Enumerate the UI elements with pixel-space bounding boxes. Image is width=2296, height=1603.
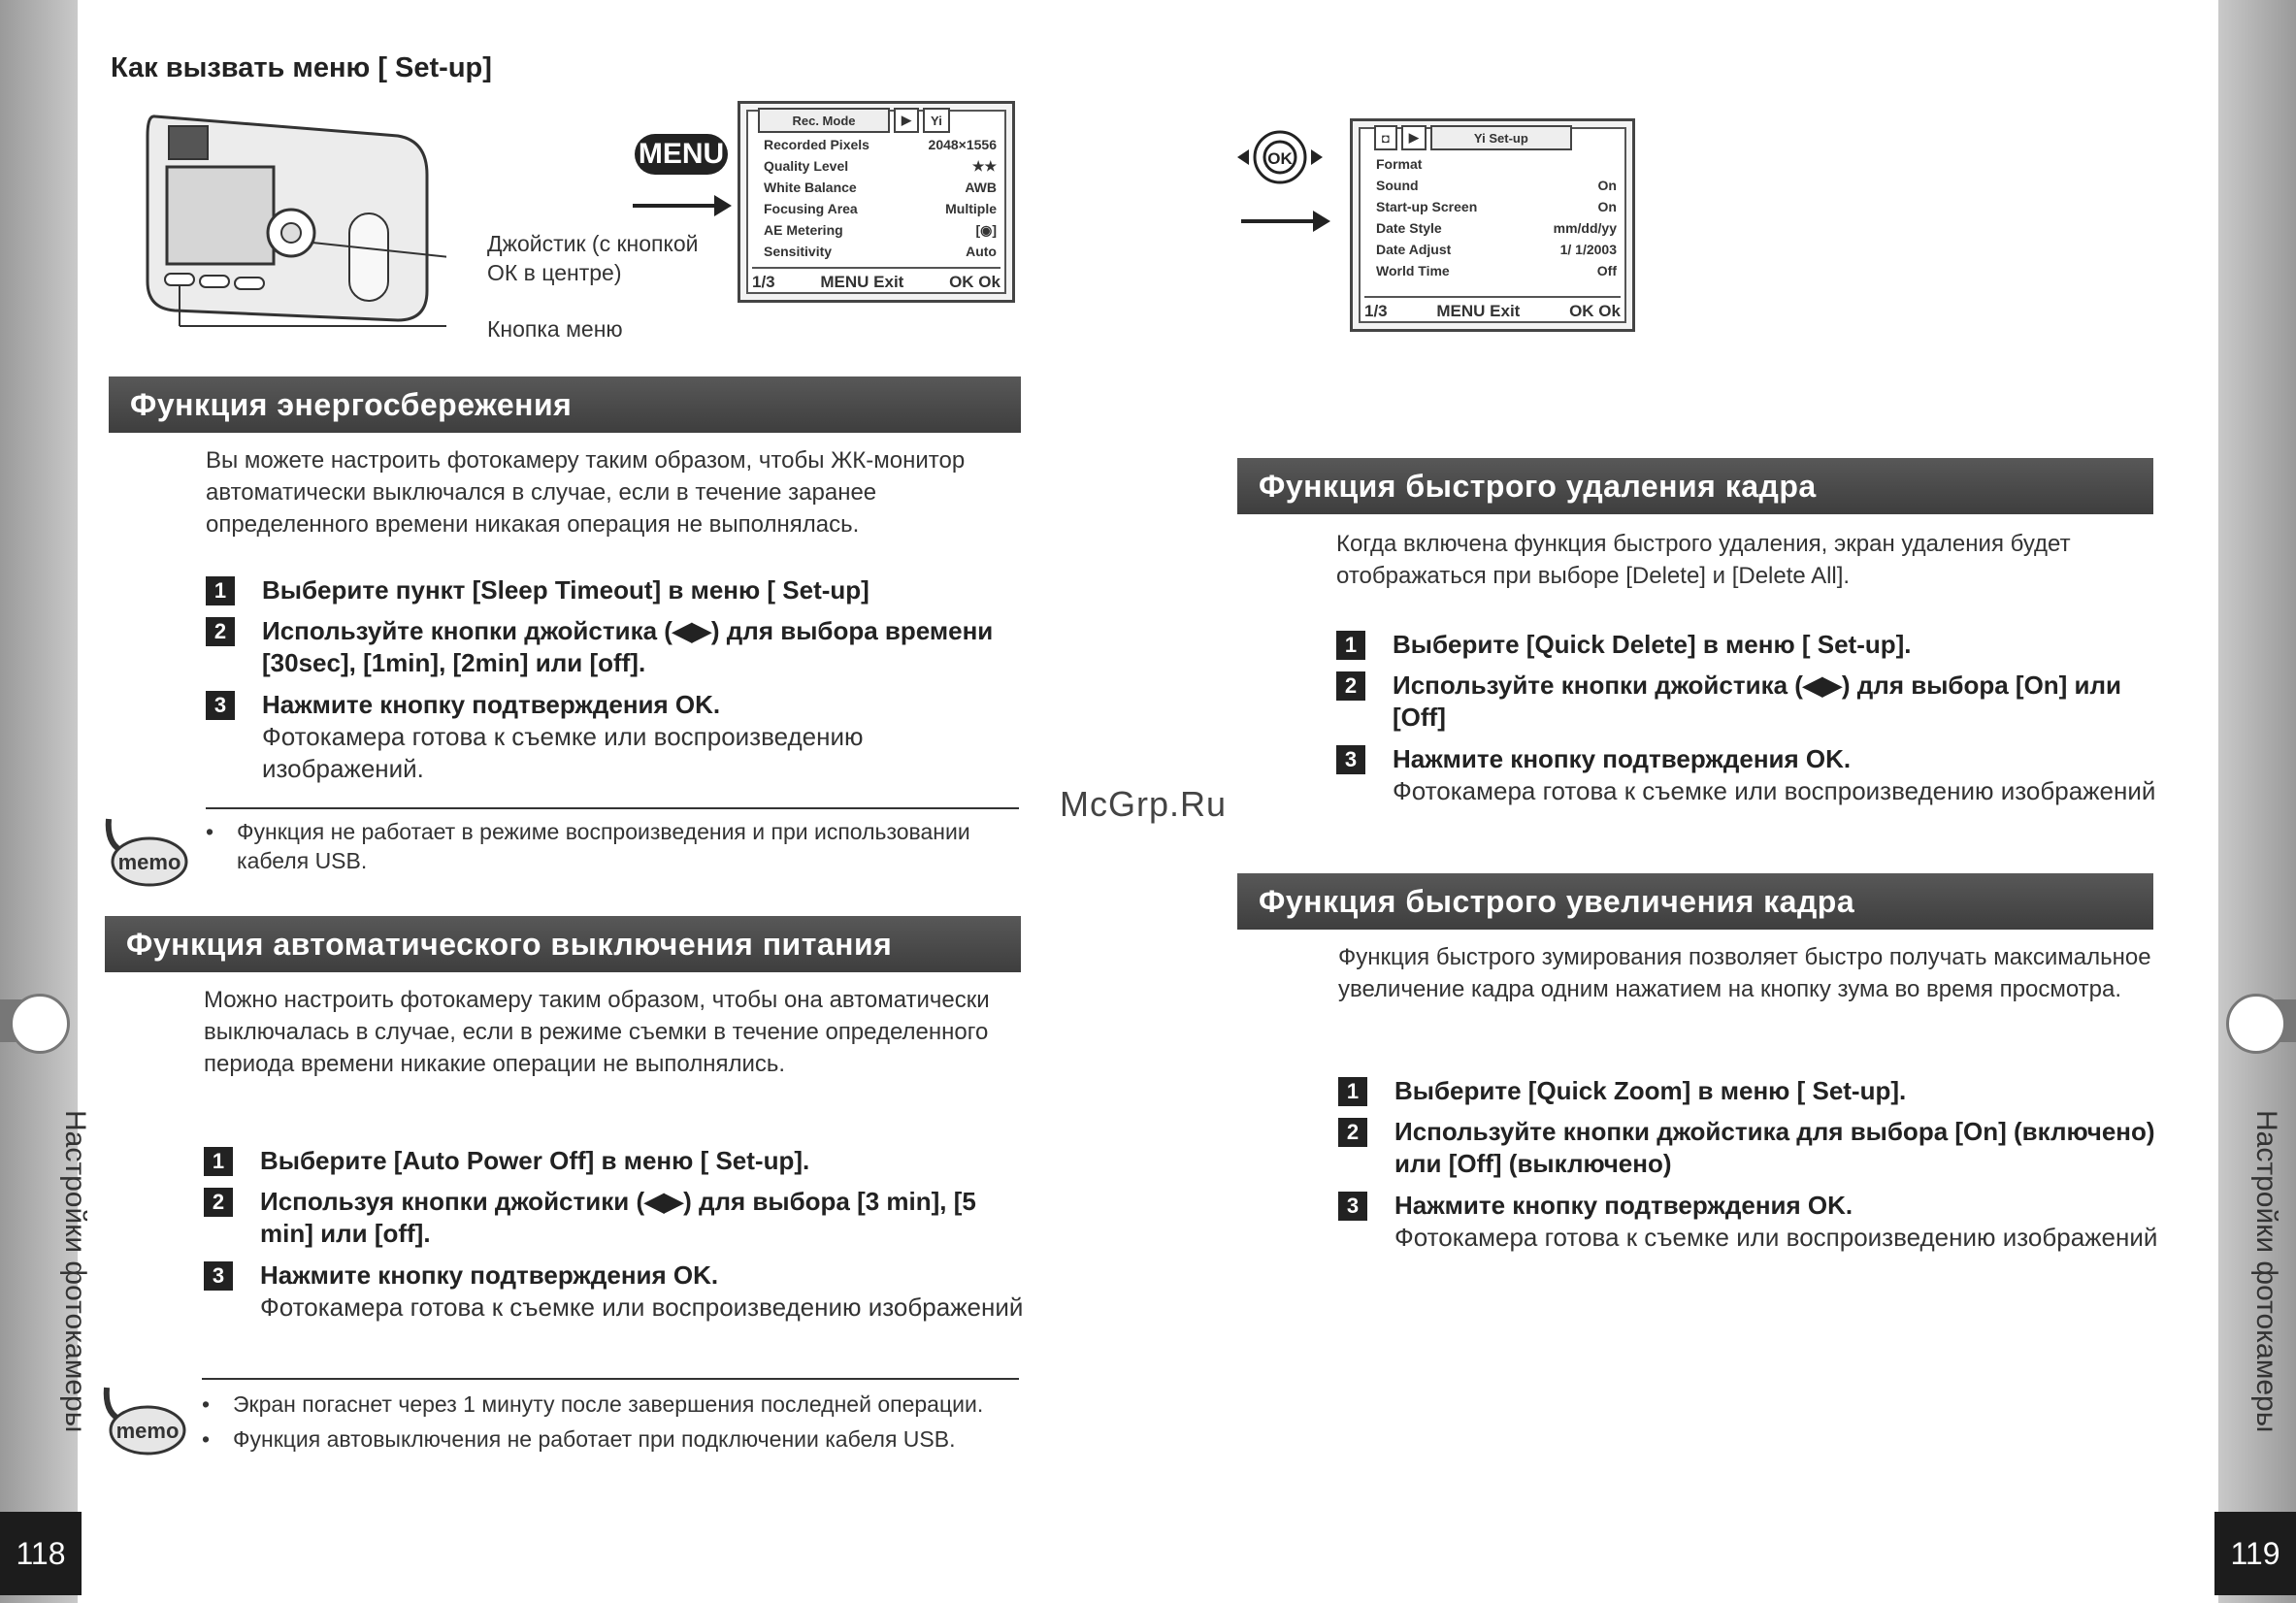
memo-list bbox=[206, 817, 1021, 881]
ok-joystick-icon bbox=[1233, 128, 1327, 186]
lcd-row-value: AWB bbox=[965, 180, 997, 195]
menu-button-icon: MENU bbox=[635, 134, 728, 175]
lcd-tab-setup: Yi Set-up bbox=[1430, 125, 1572, 150]
step-text: Используйте кнопки джойстика для выбора [On] (включено) или [Off] (выключено) bbox=[1394, 1117, 2155, 1178]
step-number: 3 bbox=[206, 691, 235, 720]
section-intro: Вы можете настроить фотокамеру таким образом, чтобы ЖК-монитор автоматически выключался в случае, если в течение заранее определенного времени никакая операция не выполнялась. bbox=[206, 447, 966, 538]
step-subtext: Фотокамера готова к съемке или воспроизведению изображений bbox=[260, 1292, 1024, 1322]
step-number: 1 bbox=[204, 1147, 233, 1176]
memo-divider bbox=[206, 807, 1019, 809]
step-number: 1 bbox=[206, 576, 235, 605]
step-text: Выберите [Quick Delete] в меню [ Set-up]. bbox=[1393, 630, 1912, 659]
step-item bbox=[206, 615, 1031, 679]
lcd-exit: MENU Exit bbox=[820, 273, 904, 291]
step-item bbox=[204, 1186, 1029, 1250]
right-side-tab bbox=[2218, 0, 2296, 1603]
step-item bbox=[204, 1145, 1029, 1177]
step-item bbox=[1338, 1190, 2163, 1254]
lcd-row-label: Quality Level bbox=[764, 158, 849, 174]
step-number: 1 bbox=[1336, 631, 1365, 660]
lcd-row-label: Sound bbox=[1376, 178, 1419, 193]
lcd-row bbox=[1376, 220, 1617, 236]
step-number: 2 bbox=[1338, 1118, 1367, 1147]
lcd-row-value: Multiple bbox=[945, 201, 997, 216]
lcd-tab-setup: Yi bbox=[923, 108, 950, 133]
page-number: 118 bbox=[0, 1512, 82, 1595]
step-text: Нажмите кнопку подтверждения OK. bbox=[1394, 1191, 1853, 1220]
lcd-row-label: Recorded Pixels bbox=[764, 137, 869, 152]
lcd-row bbox=[764, 158, 997, 175]
lcd-row-value: [◉] bbox=[975, 222, 997, 238]
left-side-tab bbox=[0, 0, 91, 1603]
lcd-row-label: Start-up Screen bbox=[1376, 199, 1478, 214]
step-subtext: Фотокамера готова к съемке или воспроизведению изображений bbox=[1393, 776, 2156, 805]
step-subtext: Фотокамера готова к съемке или воспроизведению изображений bbox=[1394, 1223, 2158, 1252]
step-number: 3 bbox=[204, 1261, 233, 1291]
memo-item: • Функция не работает в режиме воспроизведения и при использовании кабеля USB. bbox=[206, 817, 1021, 875]
step-text: Используйте кнопки джойстика (◀▶) для выбора времени [30sec], [1min], [2min] или [off]. bbox=[262, 616, 994, 677]
step-text: Выберите [Auto Power Off] в меню [ Set-up]. bbox=[260, 1146, 810, 1175]
lcd-row bbox=[764, 137, 997, 152]
lcd-row bbox=[1376, 178, 1617, 193]
step-text: Используйте кнопки джойстика (◀▶) для выбора [On] или [Off] bbox=[1393, 671, 2122, 732]
step-number: 1 bbox=[1338, 1077, 1367, 1106]
lcd-tab-camera: ◘ bbox=[1374, 125, 1397, 150]
lcd-tabs bbox=[1374, 125, 1619, 150]
right-page bbox=[1148, 0, 2296, 1603]
memo-icon bbox=[99, 1382, 186, 1459]
lcd-row-label: Sensitivity bbox=[764, 244, 833, 259]
lcd-row-value: On bbox=[1597, 199, 1617, 214]
lcd-row-label: Date Style bbox=[1376, 220, 1442, 236]
lcd-row-label: White Balance bbox=[764, 180, 857, 195]
step-text: Используя кнопки джойстики (◀▶) для выбора [3 min], [5 min] или [off]. bbox=[260, 1187, 976, 1248]
tab-circle bbox=[2226, 994, 2286, 1054]
lcd-row bbox=[1376, 242, 1617, 257]
lcd-row bbox=[1376, 156, 1617, 172]
step-number: 3 bbox=[1336, 745, 1365, 774]
lcd-row-label: AE Metering bbox=[764, 222, 843, 238]
memo-icon bbox=[101, 813, 188, 891]
section-intro: Когда включена функция быстрого удаления, экран удаления будет отображаться при выборе [Delete] и [Delete All]. bbox=[1336, 531, 2071, 589]
step-number: 2 bbox=[204, 1188, 233, 1217]
section-intro: Можно настроить фотокамеру таким образом, чтобы она автоматически выключалась в случае, если в режиме съемки в течение определенного периода времени никакие операции не выполнялись. bbox=[204, 987, 990, 1077]
memo-list bbox=[202, 1390, 1017, 1459]
step-number: 2 bbox=[1336, 671, 1365, 701]
lcd-tab-playback: ▶ bbox=[1401, 125, 1427, 150]
lcd-footer bbox=[752, 267, 1000, 292]
memo-label: memo bbox=[115, 1419, 180, 1443]
joystick-callout: Джойстик (с кнопкой ОК в центре) bbox=[487, 231, 699, 285]
step-text: Нажмите кнопку подтверждения OK. bbox=[262, 690, 721, 719]
lcd-row-value: ★★ bbox=[971, 158, 997, 174]
section-title-power-save: Функция энергосбережения bbox=[109, 376, 1021, 433]
lcd-row-value: On bbox=[1597, 178, 1617, 193]
memo-item: • Функция автовыключения не работает при подключении кабеля USB. bbox=[202, 1424, 1017, 1454]
lcd-row bbox=[764, 222, 997, 239]
lcd-row-value: 1/ 1/2003 bbox=[1559, 242, 1617, 257]
lcd-rec-mode-screen bbox=[738, 101, 1015, 303]
memo-label: memo bbox=[117, 850, 181, 874]
section-title-auto-power-off: Функция автоматического выключения питания bbox=[105, 916, 1021, 972]
step-item bbox=[1336, 670, 2161, 734]
section-title-quick-zoom: Функция быстрого увеличения кадра bbox=[1237, 873, 2153, 930]
lcd-row-value: mm/dd/yy bbox=[1553, 220, 1617, 236]
lcd-row bbox=[764, 244, 997, 259]
ok-label: OK bbox=[1267, 149, 1293, 168]
step-text: Выберите пункт [Sleep Timeout] в меню [ Set-up] bbox=[262, 575, 869, 605]
step-text: Нажмите кнопку подтверждения OK. bbox=[1393, 744, 1852, 773]
lcd-row-label: Date Adjust bbox=[1376, 242, 1452, 257]
step-item bbox=[1336, 629, 2161, 661]
memo-item: • Экран погаснет через 1 минуту после завершения последней операции. bbox=[202, 1390, 1017, 1419]
step-text: Нажмите кнопку подтверждения OK. bbox=[260, 1260, 719, 1290]
lcd-page-indicator: 1/3 bbox=[1364, 302, 1388, 320]
tab-circle bbox=[10, 994, 70, 1054]
lcd-ok: OK Ok bbox=[949, 273, 1000, 291]
lcd-row-label: Format bbox=[1376, 156, 1423, 172]
watermark: McGrp.Ru bbox=[1060, 784, 1228, 824]
section-intro: Функция быстрого зумирования позволяет быстро получать максимальное увеличение кадра одним нажатием на кнопку зума во время просмотра. bbox=[1338, 944, 2151, 1002]
lcd-page-indicator: 1/3 bbox=[752, 273, 775, 291]
lcd-row-value: 2048×1556 bbox=[928, 137, 997, 152]
arrow-icon bbox=[633, 204, 718, 208]
menu-heading: Как вызвать меню [ Set-up] bbox=[111, 52, 492, 83]
lcd-tab-playback: ▶ bbox=[894, 108, 919, 133]
lcd-tabs bbox=[758, 108, 999, 133]
step-text: Выберите [Quick Zoom] в меню [ Set-up]. bbox=[1394, 1076, 1907, 1105]
side-label: Настройки фотокамеры bbox=[2250, 1109, 2282, 1433]
side-label: Настройки фотокамеры bbox=[59, 1109, 91, 1433]
lcd-row bbox=[1376, 199, 1617, 214]
step-item bbox=[204, 1260, 1029, 1324]
section-title-quick-delete: Функция быстрого удаления кадра bbox=[1237, 458, 2153, 514]
step-item bbox=[1338, 1116, 2163, 1180]
lcd-row-value: Off bbox=[1596, 263, 1617, 278]
lcd-setup-screen bbox=[1350, 118, 1635, 332]
step-item bbox=[1338, 1075, 2163, 1107]
lcd-footer bbox=[1364, 296, 1621, 321]
lcd-ok: OK Ok bbox=[1569, 302, 1621, 320]
camera-illustration bbox=[136, 97, 446, 340]
menu-button-callout: Кнопка меню bbox=[487, 316, 623, 342]
step-item bbox=[206, 574, 1031, 606]
step-item bbox=[206, 689, 1031, 785]
page-number: 119 bbox=[2214, 1512, 2296, 1595]
lcd-row-label: World Time bbox=[1376, 263, 1450, 278]
memo-divider bbox=[202, 1378, 1019, 1380]
lcd-row-value: Auto bbox=[966, 244, 997, 259]
step-number: 2 bbox=[206, 617, 235, 646]
lcd-tab-rec-mode: Rec. Mode bbox=[758, 108, 890, 133]
lcd-row bbox=[764, 180, 997, 195]
step-item bbox=[1336, 743, 2161, 807]
lcd-row bbox=[1376, 263, 1617, 278]
lcd-row bbox=[764, 201, 997, 216]
lcd-row-label: Focusing Area bbox=[764, 201, 858, 216]
step-number: 3 bbox=[1338, 1192, 1367, 1221]
arrow-icon bbox=[1241, 219, 1317, 223]
step-subtext: Фотокамера готова к съемке или воспроизведению изображений. bbox=[262, 722, 864, 783]
lcd-exit: MENU Exit bbox=[1436, 302, 1521, 320]
